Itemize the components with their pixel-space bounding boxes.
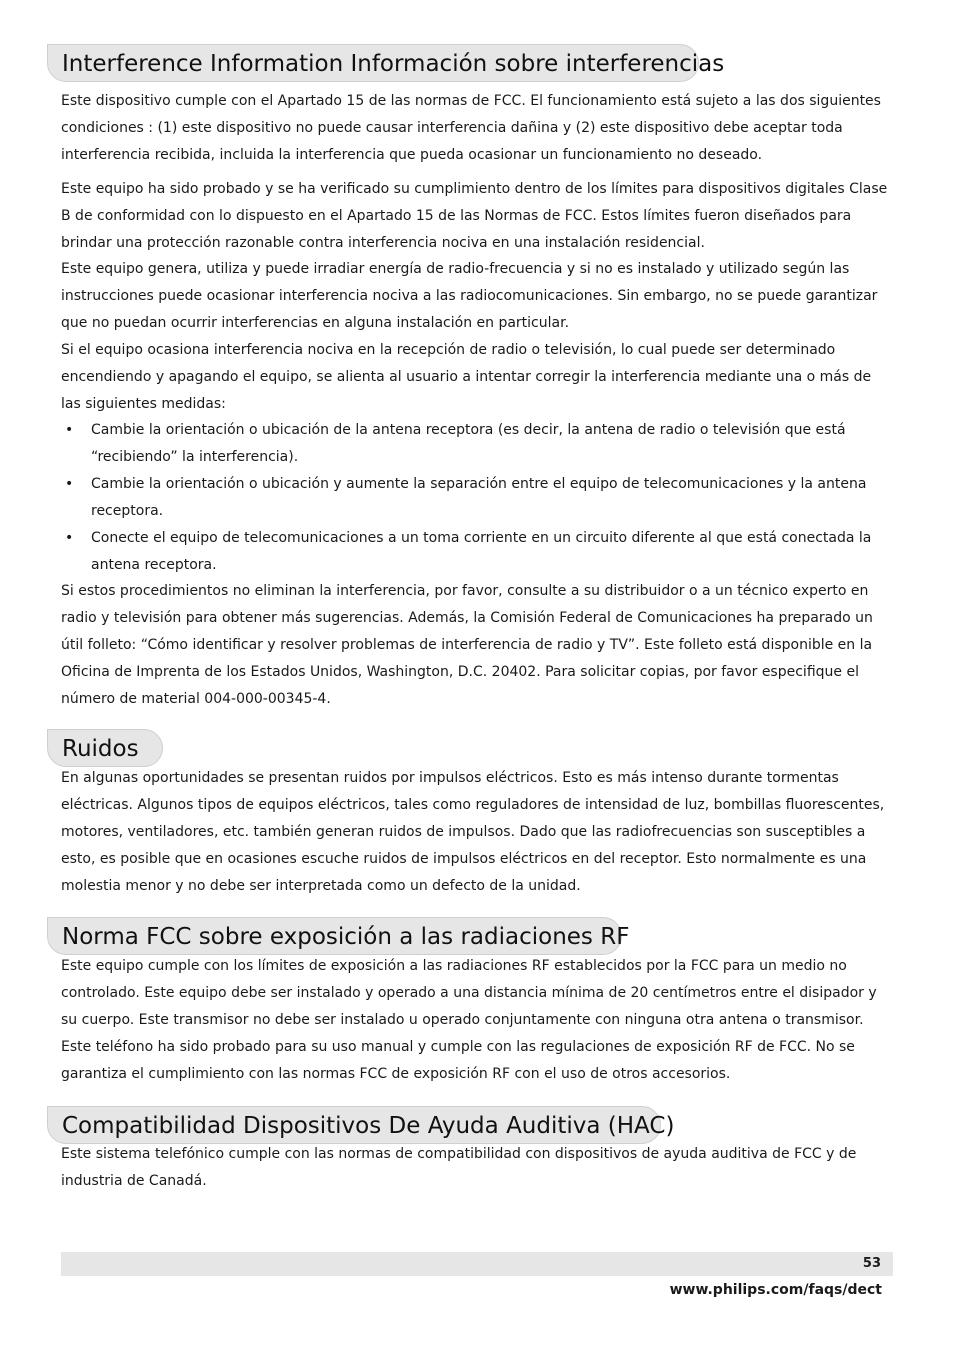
interference-paragraph-4: Si el equipo ocasiona interferencia nociva en la recepción de radio o televisión, lo cual puede ser determinado encendiendo y apagando el equipo, se alienta al usuario a intentar corregir la interferencia mediante una o más de las siguientes medidas: (61, 342, 872, 412)
bullet-icon: • (65, 422, 74, 438)
fcc-rf-paragraph-2: Este teléfono ha sido probado para su uso manual y cumple con las regulaciones de exposición RF de FCC. No se garantiza el cumplimiento con las normas FCC de exposición RF con el uso de otros accesorios. (61, 1039, 855, 1082)
ruidos-paragraph: En algunas oportunidades se presentan ruidos por impulsos eléctricos. Esto es más intenso durante tormentas eléctricas. Algunos tipos de equipos eléctricos, tales como reguladores de intensidad de luz, bombillas fluorescentes, motores, ventiladores, etc. también generan ruidos de impulsos. Dado que las radiofrecuencias son susceptibles a esto, es posible que en ocasiones escuche ruidos de impulsos eléctricos en del receptor. Esto normalmente es una molestia menor y no debe ser interpretada como un defecto de la unidad. (61, 770, 885, 894)
section-heading-hac: Compatibilidad Dispositivos De Ayuda Auditiva (HAC) (47, 1106, 661, 1144)
list-item-text: Cambie la orientación o ubicación y aumente la separación entre el equipo de telecomunicaciones y la antena receptora. (91, 476, 867, 519)
section-heading-interference: Interference Information Información sobre interferencias (47, 44, 699, 82)
interference-paragraph-3: Este equipo genera, utiliza y puede irradiar energía de radio-frecuencia y si no es instalado y utilizado según las instrucciones puede ocasionar interferencia nociva a las radiocomunicaciones. Sin embargo, no se puede garantizar que no puedan ocurrir interferencias en alguna instalación en particular. (61, 261, 878, 331)
interference-measures-list (61, 417, 895, 579)
interference-paragraph-1: Este dispositivo cumple con el Apartado 15 de las normas de FCC. El funcionamiento está sujeto a las dos siguientes condiciones : (1) este dispositivo no puede causar interferencia dañina y (2) este dispositivo debe aceptar toda interferencia recibida, incluida la interferencia que pueda ocasionar un funcionamiento no deseado. (61, 93, 881, 163)
hac-paragraph: Este sistema telefónico cumple con las normas de compatibilidad con dispositivos de ayuda auditiva de FCC y de industria de Canadá. (61, 1146, 857, 1189)
interference-paragraph-2: Este equipo ha sido probado y se ha verificado su cumplimiento dentro de los límites para dispositivos digitales Clase B de conformidad con lo dispuesto en el Apartado 15 de las Normas de FCC. Estos límites fueron diseñados para brindar una protección razonable contra interferencia nociva en una instalación residencial. (61, 181, 888, 251)
list-item-text: Cambie la orientación o ubicación de la antena receptora (es decir, la antena de radio o televisión que está “recibiendo” la interferencia). (91, 422, 846, 465)
bullet-icon: • (65, 476, 74, 492)
section-heading-fcc-rf: Norma FCC sobre exposición a las radiaciones RF (47, 917, 622, 955)
bullet-icon: • (65, 530, 74, 546)
list-item (61, 471, 895, 525)
list-item (61, 525, 895, 579)
footer-bar (61, 1252, 893, 1276)
interference-paragraph-5: Si estos procedimientos no eliminan la interferencia, por favor, consulte a su distribuidor o a un técnico experto en radio y televisión para obtener más sugerencias. Además, la Comisión Federal de Comunicaciones ha preparado un útil folleto: “Cómo identificar y resolver problemas de interferencia de radio y TV”. Este folleto está disponible en la Oficina de Imprenta de los Estados Unidos, Washington, D.C. 20402. Para solicitar copias, por favor especifique el número de material 004-000-00345-4. (61, 583, 873, 707)
footer-url: www.philips.com/faqs/dect (669, 1282, 882, 1298)
page-number: 53 (862, 1256, 881, 1271)
list-item-text: Conecte el equipo de telecomunicaciones a un toma corriente en un circuito diferente al que está conectada la antena receptora. (91, 530, 872, 573)
fcc-rf-paragraph-1: Este equipo cumple con los límites de exposición a las radiaciones RF establecidos por la FCC para un medio no controlado. Este equipo debe ser instalado y operado a una distancia mínima de 20 centímetros entre el disipador y su cuerpo. Este transmisor no debe ser instalado u operado conjuntamente con ninguna otra antena o transmisor. (61, 958, 877, 1028)
list-item (61, 417, 895, 471)
section-heading-ruidos: Ruidos (47, 729, 163, 767)
